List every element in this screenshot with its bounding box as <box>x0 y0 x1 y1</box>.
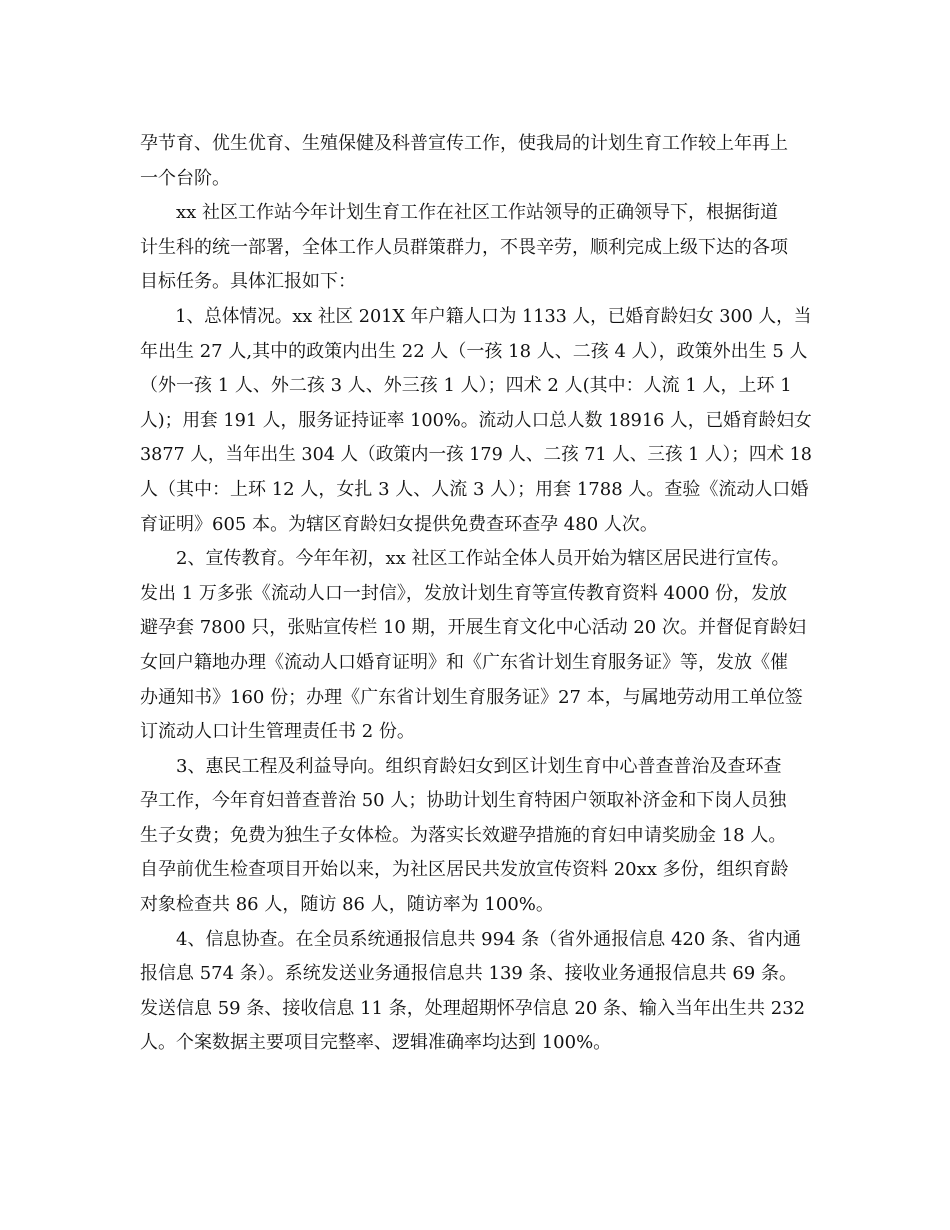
text-line: 人（其中：上环 12 人，女扎 3 人、人流 3 人）；用套 1788 人。查验《流动人口婚 <box>140 478 809 500</box>
text-line: 自孕前优生检查项目开始以来，为社区居民共发放宣传资料 20xx 多份，组织育龄 <box>140 859 789 881</box>
text-line: 3、惠民工程及利益导向。组织育龄妇女到区计划生育中心普查普治及查环查 <box>176 755 782 777</box>
text-line: 2、宣传教育。今年年初，xx 社区工作站全体人员开始为辖区居民进行宣传。 <box>176 548 790 570</box>
text-line: 报信息 574 条）。系统发送业务通报信息共 139 条、接收业务通报信息共 69 条。 <box>140 963 797 985</box>
text-line: 发出 1 万多张《流动人口一封信》，发放计划生育等宣传教育资料 4000 份，发放 <box>140 582 788 604</box>
text-line: 发送信息 59 条、接收信息 11 条，处理超期怀孕信息 20 条、输入当年出生共 232 <box>140 997 806 1019</box>
text-line: 目标任务。具体汇报如下： <box>140 271 356 293</box>
text-line: 订流动人口计生管理责任书 2 份。 <box>140 721 415 743</box>
text-line: 1、总体情况。xx 社区 201X 年户籍人口为 1133 人，已婚育龄妇女 300 人，当 <box>175 305 812 327</box>
text-line: 生子女费；免费为独生子女体检。为落实长效避孕措施的育妇申请奖励金 18 人。 <box>140 824 787 846</box>
text-line: 计生科的统一部署，全体工作人员群策群力，不畏辛劳，顺利完成上级下达的各项 <box>140 236 788 258</box>
text-line: xx 社区工作站今年计划生育工作在社区工作站领导的正确领导下，根据街道 <box>176 202 779 224</box>
text-line: （外一孩 1 人、外二孩 3 人、外三孩 1 人）；四术 2 人(其中：人流 1 人，上环 1 <box>140 375 792 397</box>
text-line: 对象检查共 86 人，随访 86 人，随访率为 100%。 <box>140 894 554 916</box>
text-line: 一个台阶。 <box>140 167 230 189</box>
text-line: 孕工作，今年育妇普查普治 50 人；协助计划生育特困户领取补济金和下岗人员独 <box>140 790 787 812</box>
text-line: 人)；用套 191 人，服务证持证率 100%。流动人口总人数 18916 人，已婚育龄妇女 <box>140 409 812 431</box>
text-line: 避孕套 7800 只，张贴宣传栏 10 期，开展生育文化中心活动 20 次。并督促育龄妇 <box>140 617 806 639</box>
text-line: 女回户籍地办理《流动人口婚育证明》和《广东省计划生育服务证》等，发放《催 <box>140 651 788 673</box>
document-body <box>140 127 812 1061</box>
text-line: 3877 人，当年出生 304 人（政策内一孩 179 人、二孩 71 人、三孩 1 人）；四术 18 <box>140 444 812 466</box>
text-line: 年出生 27 人,其中的政策内出生 22 人（一孩 18 人、二孩 4 人），政策外出生 5 人 <box>140 340 808 362</box>
text-line: 孕节育、优生优育、生殖保健及科普宣传工作，使我局的计划生育工作较上年再上 <box>140 133 788 154</box>
text-line: 育证明》605 本。为辖区育龄妇女提供免费查环查孕 480 人次。 <box>140 513 658 535</box>
text-line: 办通知书》160 份；办理《广东省计划生育服务证》27 本，与属地劳动用工单位签 <box>140 686 803 708</box>
text-line: 人。个案数据主要项目完整率、逻辑准确率均达到 100%。 <box>140 1032 612 1054</box>
text-line: 4、信息协查。在全员系统通报信息共 994 条（省外通报信息 420 条、省内通 <box>176 928 802 950</box>
